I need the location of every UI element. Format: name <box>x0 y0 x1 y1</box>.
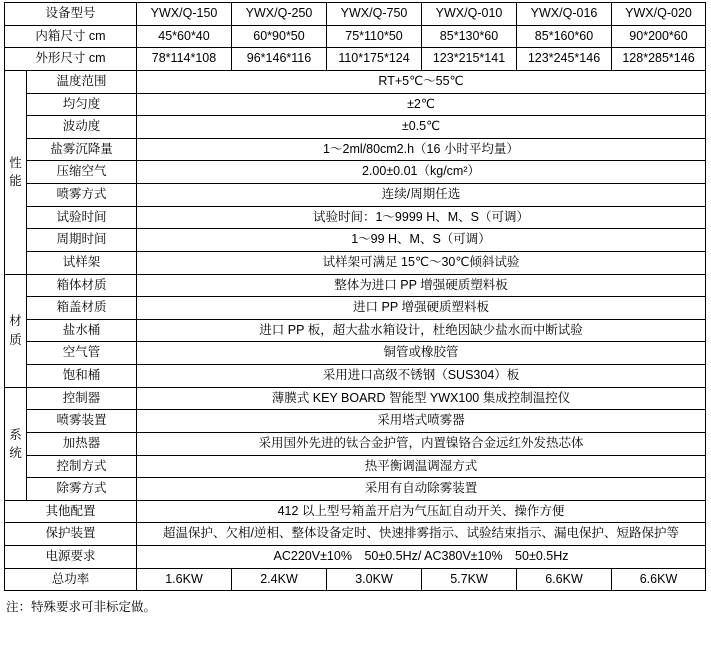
table-row-spec <box>5 161 706 184</box>
row-label: 箱盖材质 <box>27 297 137 320</box>
table-row-protection <box>5 523 706 546</box>
table-row-spec <box>5 93 706 116</box>
table-row-inner-size <box>5 25 706 48</box>
table-row-spec <box>5 274 706 297</box>
group-label-performance <box>5 70 27 274</box>
table-row-spec <box>5 365 706 388</box>
value-cell: 整体为进口 PP 增强硬质塑料板 <box>137 274 706 297</box>
row-label: 压缩空气 <box>27 161 137 184</box>
table-row-spec <box>5 410 706 433</box>
value-cell: 123*245*146 <box>517 48 612 71</box>
value-cell: 110*175*124 <box>327 48 422 71</box>
row-label: 饱和桶 <box>27 365 137 388</box>
model-cell: YWX/Q-010 <box>422 3 517 26</box>
group-label-material <box>5 274 27 387</box>
row-label: 周期时间 <box>27 229 137 252</box>
value-cell: 75*110*50 <box>327 25 422 48</box>
value-cell: 试样架可满足 15℃～30℃倾斜试验 <box>137 251 706 274</box>
row-label: 均匀度 <box>27 93 137 116</box>
row-label: 空气管 <box>27 342 137 365</box>
table-row-spec <box>5 478 706 501</box>
row-label: 加热器 <box>27 432 137 455</box>
table-row-spec <box>5 184 706 207</box>
row-label: 波动度 <box>27 116 137 139</box>
group-label-char: 系 <box>9 427 22 442</box>
value-cell: 1～99 H、M、S（可调） <box>137 229 706 252</box>
row-label: 试样架 <box>27 251 137 274</box>
model-cell: YWX/Q-150 <box>137 3 232 26</box>
value-cell: 进口 PP 增强硬质塑料板 <box>137 297 706 320</box>
value-cell: 采用有自动除雾装置 <box>137 478 706 501</box>
value-cell: 85*160*60 <box>517 25 612 48</box>
value-cell: 2.00±0.01（kg/cm²） <box>137 161 706 184</box>
value-cell: 采用进口高级不锈钢（SUS304）板 <box>137 365 706 388</box>
row-label: 喷雾方式 <box>27 184 137 207</box>
value-cell: 85*130*60 <box>422 25 517 48</box>
group-label-char: 统 <box>9 445 22 460</box>
model-cell: YWX/Q-750 <box>327 3 422 26</box>
value-cell: ±2℃ <box>137 93 706 116</box>
row-label: 温度范围 <box>27 70 137 93</box>
model-cell: YWX/Q-016 <box>517 3 612 26</box>
header-label: 设备型号 <box>5 3 137 26</box>
group-label-char: 材 <box>9 314 22 329</box>
value-cell: 2.4KW <box>232 568 327 591</box>
table-row-spec <box>5 387 706 410</box>
group-label-char: 能 <box>9 174 22 189</box>
value-cell: 123*215*141 <box>422 48 517 71</box>
row-label: 试验时间 <box>27 206 137 229</box>
table-row-spec <box>5 342 706 365</box>
table-row-spec <box>5 455 706 478</box>
model-cell: YWX/Q-250 <box>232 3 327 26</box>
table-row-spec <box>5 297 706 320</box>
footnote: 注：特殊要求可非标定做。 <box>6 600 157 615</box>
value-cell: 采用塔式喷雾器 <box>137 410 706 433</box>
table-row-spec <box>5 229 706 252</box>
row-label: 其他配置 <box>5 500 137 523</box>
model-cell: YWX/Q-020 <box>612 3 706 26</box>
table-row-spec <box>5 116 706 139</box>
spec-sheet <box>4 2 705 615</box>
value-cell: 进口 PP 板，超大盐水箱设计，杜绝因缺少盐水而中断试验 <box>137 319 706 342</box>
value-cell: 128*285*146 <box>612 48 706 71</box>
value-cell: 412 以上型号箱盖开启为气压缸自动开关、操作方便 <box>137 500 706 523</box>
table-row-spec <box>5 206 706 229</box>
value-cell: 96*146*116 <box>232 48 327 71</box>
value-cell: 试验时间：1～9999 H、M、S（可调） <box>137 206 706 229</box>
row-label: 喷雾装置 <box>27 410 137 433</box>
value-cell: 60*90*50 <box>232 25 327 48</box>
value-cell: 超温保护、欠相/逆相、整体设备定时、快速排雾指示、试验结束指示、漏电保护、短路保护等 <box>137 523 706 546</box>
table-row-models <box>5 3 706 26</box>
row-label: 外形尺寸 cm <box>5 48 137 71</box>
value-cell: 6.6KW <box>612 568 706 591</box>
value-cell: ±0.5℃ <box>137 116 706 139</box>
value-cell: 1.6KW <box>137 568 232 591</box>
specification-table <box>4 2 706 591</box>
value-cell: AC220V±10% 50±0.5Hz/ AC380V±10% 50±0.5Hz <box>137 546 706 569</box>
table-row-spec <box>5 251 706 274</box>
value-cell: 3.0KW <box>327 568 422 591</box>
value-cell: RT+5℃～55℃ <box>137 70 706 93</box>
row-label: 除雾方式 <box>27 478 137 501</box>
group-label-char: 性 <box>9 156 22 171</box>
value-cell: 1～2ml/80cm2.h（16 小时平均量） <box>137 138 706 161</box>
value-cell: 90*200*60 <box>612 25 706 48</box>
value-cell: 6.6KW <box>517 568 612 591</box>
value-cell: 铜管或橡胶管 <box>137 342 706 365</box>
row-label: 盐水桶 <box>27 319 137 342</box>
table-row-spec <box>5 70 706 93</box>
value-cell: 5.7KW <box>422 568 517 591</box>
row-label: 控制器 <box>27 387 137 410</box>
value-cell: 连续/周期任选 <box>137 184 706 207</box>
table-row-spec <box>5 138 706 161</box>
value-cell: 78*114*108 <box>137 48 232 71</box>
table-row-other-config <box>5 500 706 523</box>
table-row-power-supply <box>5 546 706 569</box>
row-label: 箱体材质 <box>27 274 137 297</box>
table-row-spec <box>5 319 706 342</box>
row-label: 总功率 <box>5 568 137 591</box>
table-row-spec <box>5 432 706 455</box>
row-label: 盐雾沉降量 <box>27 138 137 161</box>
value-cell: 薄膜式 KEY BOARD 智能型 YWX100 集成控制温控仪 <box>137 387 706 410</box>
table-row-total-power <box>5 568 706 591</box>
group-label-char: 质 <box>9 332 22 347</box>
value-cell: 采用国外先进的钛合金护管，内置镍铬合金远红外发热芯体 <box>137 432 706 455</box>
value-cell: 热平衡调温调湿方式 <box>137 455 706 478</box>
table-row-outer-size <box>5 48 706 71</box>
row-label: 内箱尺寸 cm <box>5 25 137 48</box>
value-cell: 45*60*40 <box>137 25 232 48</box>
row-label: 保护装置 <box>5 523 137 546</box>
row-label: 电源要求 <box>5 546 137 569</box>
group-label-system <box>5 387 27 500</box>
row-label: 控制方式 <box>27 455 137 478</box>
